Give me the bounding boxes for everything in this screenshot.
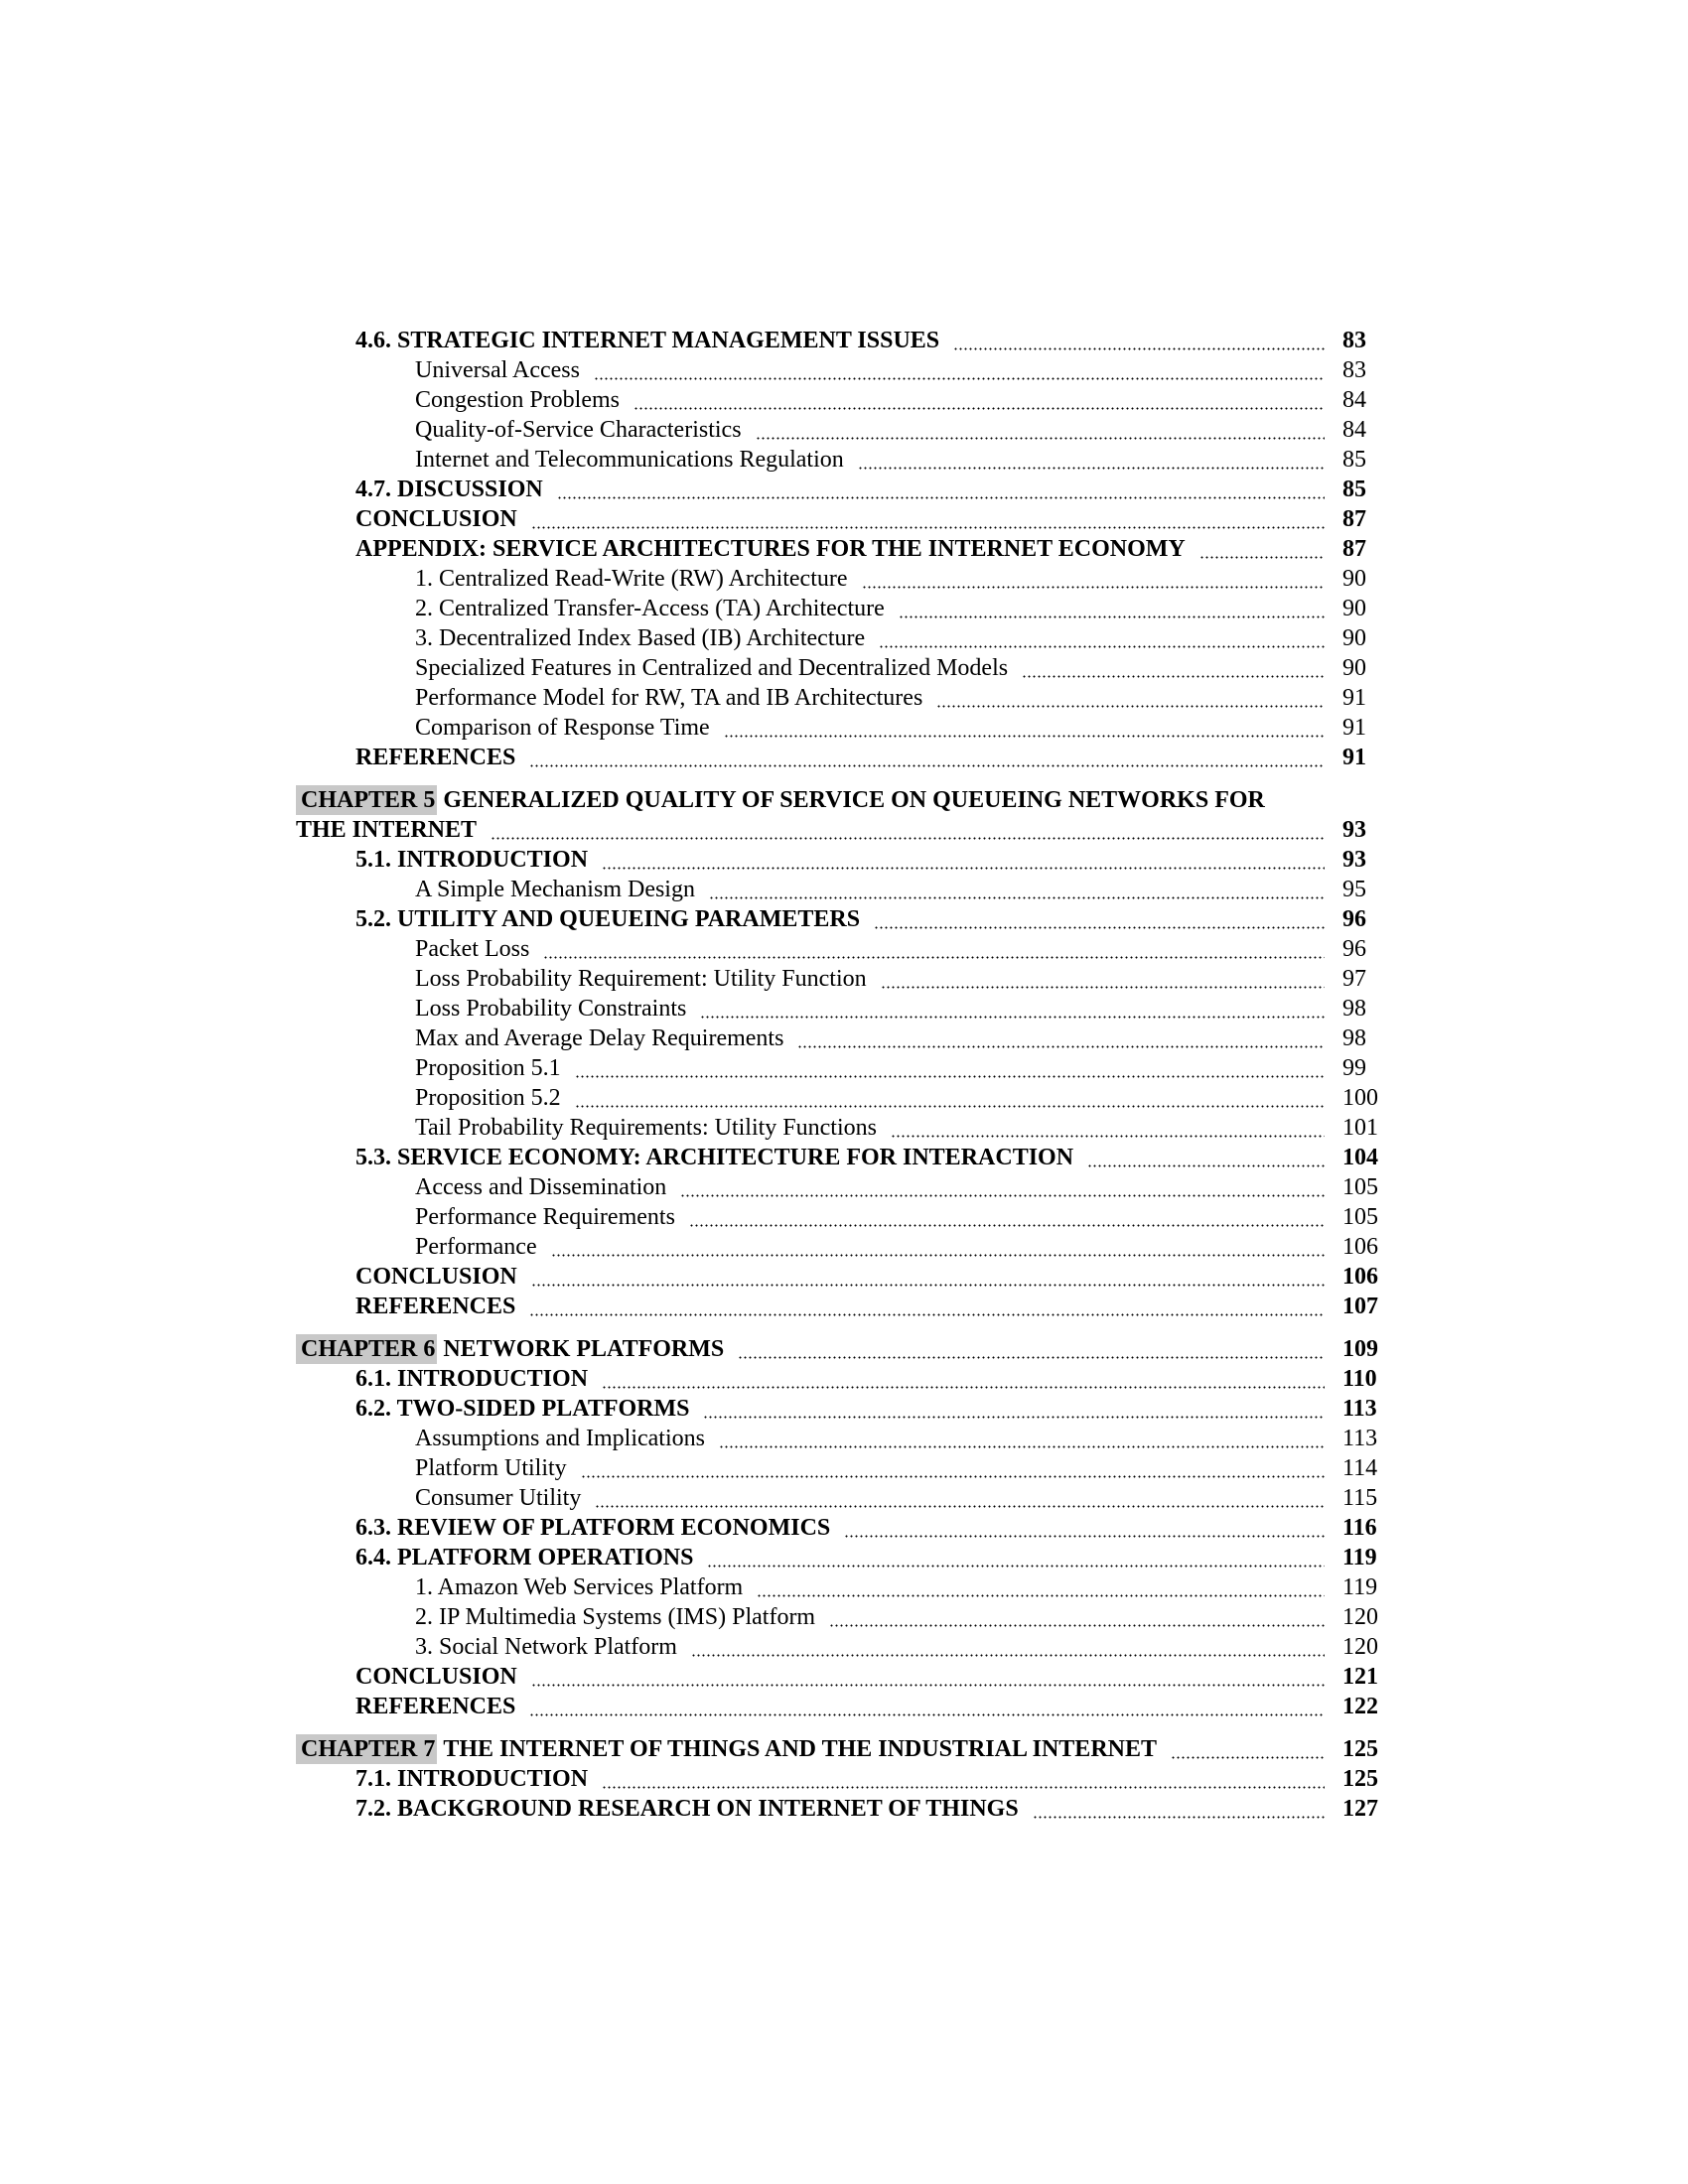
- dot-leader: [529, 1292, 1325, 1321]
- toc-entry-proposition-5-1[interactable]: [296, 1053, 1382, 1083]
- toc-entry-page: 96: [1342, 906, 1366, 932]
- toc-entry-qos-characteristics[interactable]: [296, 415, 1382, 445]
- dot-leader: [1022, 653, 1325, 683]
- toc-entry-page: 106: [1342, 1264, 1378, 1290]
- toc-entry-conclusion[interactable]: [296, 1662, 1382, 1692]
- toc-entry-regulation[interactable]: [296, 445, 1382, 475]
- dot-leader: [858, 445, 1325, 475]
- dot-leader: [724, 713, 1325, 743]
- toc-entry-page: 122: [1342, 1694, 1378, 1719]
- spacer: [296, 1321, 1382, 1334]
- toc-entry-title: Quality-of-Service Characteristics: [415, 417, 742, 443]
- toc-entry-page: 85: [1342, 477, 1366, 502]
- toc-entry-page: 125: [1342, 1736, 1378, 1762]
- toc-entry-title: REFERENCES: [355, 1694, 516, 1719]
- toc-entry-page: 115: [1342, 1485, 1378, 1511]
- toc-entry-title: 7.1. INTRODUCTION: [355, 1766, 589, 1792]
- toc-entry-aws-platform[interactable]: [296, 1572, 1382, 1602]
- toc-entry-page: 97: [1342, 966, 1366, 992]
- dot-leader: [953, 326, 1325, 355]
- toc-entry-title: Loss Probability Constraints: [415, 996, 687, 1022]
- dot-leader: [543, 934, 1325, 964]
- dot-leader: [756, 415, 1325, 445]
- toc-entry-title: 1. Amazon Web Services Platform: [415, 1574, 744, 1600]
- dot-leader: [862, 564, 1325, 594]
- toc-entry-title: 7.2. BACKGROUND RESEARCH ON INTERNET OF THINGS: [355, 1796, 1019, 1822]
- toc-entry-title: REFERENCES: [355, 745, 516, 770]
- toc-entry-universal-access[interactable]: [296, 355, 1382, 385]
- toc-entry-title: 4.6. STRATEGIC INTERNET MANAGEMENT ISSUES: [355, 328, 940, 353]
- toc-entry-page: 99: [1342, 1055, 1366, 1081]
- dot-leader: [738, 1334, 1325, 1364]
- dot-leader: [936, 683, 1325, 713]
- toc-entry-page: 114: [1342, 1455, 1378, 1481]
- toc-entry-title: 2. Centralized Transfer-Access (TA) Architecture: [415, 596, 885, 621]
- toc-entry-title: Performance Model for RW, TA and IB Architectures: [415, 685, 923, 711]
- dot-leader: [602, 1764, 1325, 1794]
- dot-leader: [757, 1572, 1325, 1602]
- toc-entry-title: CONCLUSION: [355, 1264, 517, 1290]
- toc-entry-specialized-features[interactable]: [296, 653, 1382, 683]
- toc-entry-title: 5.2. UTILITY AND QUEUEING PARAMETERS: [355, 906, 861, 932]
- toc-entry-proposition-5-2[interactable]: [296, 1083, 1382, 1113]
- toc-entry-consumer-utility[interactable]: [296, 1483, 1382, 1513]
- toc-entry-social-network-platform[interactable]: [296, 1632, 1382, 1662]
- dot-leader: [1033, 1794, 1325, 1824]
- toc-entry-ib-architecture[interactable]: [296, 623, 1382, 653]
- dot-leader: [879, 623, 1325, 653]
- dot-leader: [557, 475, 1325, 504]
- toc-entry-4-7[interactable]: [296, 475, 1382, 504]
- dot-leader: [1171, 1734, 1325, 1764]
- toc-entry-page: 120: [1342, 1604, 1378, 1630]
- chapter-6-heading[interactable]: [296, 1334, 1382, 1364]
- dot-leader: [1199, 534, 1325, 564]
- dot-leader: [602, 1364, 1325, 1394]
- chapter-7-heading[interactable]: [296, 1734, 1382, 1764]
- dot-leader: [899, 594, 1325, 623]
- toc-entry-page: 125: [1342, 1766, 1378, 1792]
- toc-entry-page: 96: [1342, 936, 1366, 962]
- dot-leader: [797, 1024, 1325, 1053]
- toc-entry-title: Max and Average Delay Requirements: [415, 1025, 784, 1051]
- chapter-label: CHAPTER 7: [296, 1734, 437, 1764]
- toc-entry-ims-platform[interactable]: [296, 1602, 1382, 1632]
- toc-entry-page: 104: [1342, 1145, 1378, 1170]
- toc-entry-5-3[interactable]: [296, 1143, 1382, 1172]
- toc-entry-conclusion[interactable]: [296, 1262, 1382, 1292]
- toc-entry-appendix[interactable]: [296, 534, 1382, 564]
- toc-entry-title: 1. Centralized Read-Write (RW) Architecture: [415, 566, 848, 592]
- toc-entry-page: 119: [1342, 1574, 1378, 1600]
- toc-entry-title: 6.4. PLATFORM OPERATIONS: [355, 1545, 694, 1570]
- toc-entry-6-1[interactable]: [296, 1364, 1382, 1394]
- toc-entry-5-1[interactable]: [296, 845, 1382, 875]
- toc-entry-page: 90: [1342, 655, 1366, 681]
- dot-leader: [551, 1232, 1325, 1262]
- dot-leader: [703, 1394, 1325, 1424]
- chapter-title: NETWORK PLATFORMS: [443, 1336, 725, 1362]
- dot-leader: [581, 1453, 1325, 1483]
- toc-entry-references[interactable]: [296, 1292, 1382, 1321]
- dot-leader: [1087, 1143, 1325, 1172]
- toc-entry-6-2[interactable]: [296, 1394, 1382, 1424]
- dot-leader: [594, 355, 1325, 385]
- toc-entry-page: 107: [1342, 1294, 1378, 1319]
- dot-leader: [575, 1083, 1325, 1113]
- dot-leader: [719, 1424, 1325, 1453]
- toc-entry-performance[interactable]: [296, 1232, 1382, 1262]
- toc-entry-title: 6.3. REVIEW OF PLATFORM ECONOMICS: [355, 1515, 831, 1541]
- toc-entry-page: 95: [1342, 877, 1366, 902]
- toc-entry-page: 121: [1342, 1664, 1378, 1690]
- toc-entry-loss-probability-constraints[interactable]: [296, 994, 1382, 1024]
- chapter-label: CHAPTER 5: [296, 785, 437, 815]
- dot-leader: [595, 1483, 1325, 1513]
- toc-entry-platform-utility[interactable]: [296, 1453, 1382, 1483]
- toc-entry-title: Universal Access: [415, 357, 580, 383]
- toc-entry-page: 90: [1342, 596, 1366, 621]
- toc-entry-title: Congestion Problems: [415, 387, 621, 413]
- toc-entry-title: Performance: [415, 1234, 537, 1260]
- toc-entry-page: 84: [1342, 387, 1366, 413]
- toc-entry-page: 100: [1342, 1085, 1378, 1111]
- toc-entry-title: 2. IP Multimedia Systems (IMS) Platform: [415, 1604, 816, 1630]
- dot-leader: [829, 1602, 1325, 1632]
- spacer: [296, 772, 1382, 785]
- toc-entry-delay-requirements[interactable]: [296, 1024, 1382, 1053]
- toc-entry-title: 3. Decentralized Index Based (IB) Architecture: [415, 625, 866, 651]
- toc-entry-title: Access and Dissemination: [415, 1174, 667, 1200]
- toc-entry-loss-probability-requirement[interactable]: [296, 964, 1382, 994]
- toc-entry-title: REFERENCES: [355, 1294, 516, 1319]
- toc-entry-page: 85: [1342, 447, 1366, 473]
- toc-entry-title: CONCLUSION: [355, 1664, 517, 1690]
- toc-entry-title: Proposition 5.1: [415, 1055, 561, 1081]
- toc-entry-title: Proposition 5.2: [415, 1085, 561, 1111]
- dot-leader: [602, 845, 1325, 875]
- toc-entry-page: 91: [1342, 685, 1366, 711]
- toc-entry-mechanism-design[interactable]: [296, 875, 1382, 904]
- toc-entry-page: 105: [1342, 1174, 1378, 1200]
- dot-leader: [680, 1172, 1325, 1202]
- toc-entry-page: 113: [1342, 1426, 1378, 1451]
- toc-entry-page: 98: [1342, 996, 1366, 1022]
- dot-leader: [531, 1662, 1325, 1692]
- chapter-title-line2: THE INTERNET: [296, 817, 478, 843]
- chapter-title: THE INTERNET OF THINGS AND THE INDUSTRIAL INTERNET: [443, 1736, 1157, 1762]
- toc-entry-page: 113: [1342, 1396, 1377, 1422]
- toc-entry-rw-architecture[interactable]: [296, 564, 1382, 594]
- toc-entry-title: 5.3. SERVICE ECONOMY: ARCHITECTURE FOR INTERACTION: [355, 1145, 1074, 1170]
- toc-entry-performance-model[interactable]: [296, 683, 1382, 713]
- toc-entry-page: 84: [1342, 417, 1366, 443]
- toc-entry-congestion-problems[interactable]: [296, 385, 1382, 415]
- toc-entry-title: Specialized Features in Centralized and Decentralized Models: [415, 655, 1009, 681]
- toc-entry-page: 106: [1342, 1234, 1378, 1260]
- toc-entry-page: 83: [1342, 328, 1366, 353]
- toc-entry-page: 119: [1342, 1545, 1377, 1570]
- dot-leader: [707, 1543, 1325, 1572]
- toc-entry-6-4[interactable]: [296, 1543, 1382, 1572]
- chapter-5-heading-cont[interactable]: [296, 815, 1382, 845]
- toc-entry-page: 116: [1342, 1515, 1377, 1541]
- toc-entry-title: APPENDIX: SERVICE ARCHITECTURES FOR THE INTERNET ECONOMY: [355, 536, 1186, 562]
- chapter-title-line1: GENERALIZED QUALITY OF SERVICE ON QUEUEING NETWORKS FOR: [443, 787, 1265, 813]
- toc-entry-7-1[interactable]: [296, 1764, 1382, 1794]
- toc-entry-page: 127: [1342, 1796, 1378, 1822]
- toc-entry-response-time[interactable]: [296, 713, 1382, 743]
- toc-entry-performance-requirements[interactable]: [296, 1202, 1382, 1232]
- toc-entry-7-2[interactable]: [296, 1794, 1382, 1824]
- dot-leader: [529, 1692, 1325, 1721]
- toc-entry-4-6[interactable]: [296, 326, 1382, 355]
- toc-entry-page: 90: [1342, 625, 1366, 651]
- dot-leader: [575, 1053, 1325, 1083]
- toc-entry-title: 5.1. INTRODUCTION: [355, 847, 589, 873]
- dot-leader: [844, 1513, 1325, 1543]
- spacer: [296, 1721, 1382, 1734]
- toc-entry-title: Internet and Telecommunications Regulation: [415, 447, 844, 473]
- toc-entry-access-dissemination[interactable]: [296, 1172, 1382, 1202]
- toc-entry-title: Consumer Utility: [415, 1485, 582, 1511]
- dot-leader: [709, 875, 1325, 904]
- toc-entry-assumptions[interactable]: [296, 1424, 1382, 1453]
- dot-leader: [531, 1262, 1325, 1292]
- toc-entry-page: 91: [1342, 715, 1366, 741]
- dot-leader: [529, 743, 1325, 772]
- toc-entry-page: 101: [1342, 1115, 1378, 1141]
- toc-entry-5-2[interactable]: [296, 904, 1382, 934]
- toc-entry-conclusion[interactable]: [296, 504, 1382, 534]
- toc-entry-title: CONCLUSION: [355, 506, 517, 532]
- toc-entry-6-3[interactable]: [296, 1513, 1382, 1543]
- dot-leader: [491, 815, 1325, 845]
- toc-entry-title: Performance Requirements: [415, 1204, 675, 1230]
- toc-entry-title: 3. Social Network Platform: [415, 1634, 677, 1660]
- dot-leader: [891, 1113, 1325, 1143]
- toc-entry-page: 110: [1342, 1366, 1377, 1392]
- dot-leader: [691, 1632, 1325, 1662]
- toc-entry-title: Loss Probability Requirement: Utility Function: [415, 966, 867, 992]
- dot-leader: [700, 994, 1325, 1024]
- toc-entry-page: 105: [1342, 1204, 1378, 1230]
- toc-entry-title: Platform Utility: [415, 1455, 567, 1481]
- toc-entry-title: 6.1. INTRODUCTION: [355, 1366, 589, 1392]
- toc-entry-title: Tail Probability Requirements: Utility Functions: [415, 1115, 877, 1141]
- toc-entry-references[interactable]: [296, 743, 1382, 772]
- toc-entry-packet-loss[interactable]: [296, 934, 1382, 964]
- toc-entry-title: Assumptions and Implications: [415, 1426, 705, 1451]
- toc-entry-title: Comparison of Response Time: [415, 715, 710, 741]
- toc-entry-page: 93: [1342, 817, 1366, 843]
- chapter-label: CHAPTER 6: [296, 1334, 437, 1364]
- toc-entry-page: 83: [1342, 357, 1366, 383]
- toc-entry-page: 87: [1342, 536, 1366, 562]
- toc-entry-references[interactable]: [296, 1692, 1382, 1721]
- dot-leader: [881, 964, 1325, 994]
- toc-entry-page: 87: [1342, 506, 1366, 532]
- toc-entry-title: 4.7. DISCUSSION: [355, 477, 543, 502]
- toc-entry-title: 6.2. TWO-SIDED PLATFORMS: [355, 1396, 690, 1422]
- toc-entry-tail-probability[interactable]: [296, 1113, 1382, 1143]
- dot-leader: [531, 504, 1325, 534]
- dot-leader: [633, 385, 1325, 415]
- toc-entry-page: 90: [1342, 566, 1366, 592]
- toc-entry-page: 91: [1342, 745, 1366, 770]
- toc-entry-ta-architecture[interactable]: [296, 594, 1382, 623]
- toc-entry-page: 98: [1342, 1025, 1366, 1051]
- table-of-contents: [296, 326, 1382, 1824]
- toc-entry-title: Packet Loss: [415, 936, 530, 962]
- dot-leader: [874, 904, 1325, 934]
- toc-entry-page: 120: [1342, 1634, 1378, 1660]
- toc-entry-page: 109: [1342, 1336, 1378, 1362]
- toc-entry-page: 93: [1342, 847, 1366, 873]
- dot-leader: [689, 1202, 1325, 1232]
- toc-entry-title: A Simple Mechanism Design: [415, 877, 695, 902]
- chapter-5-heading[interactable]: [296, 785, 1382, 815]
